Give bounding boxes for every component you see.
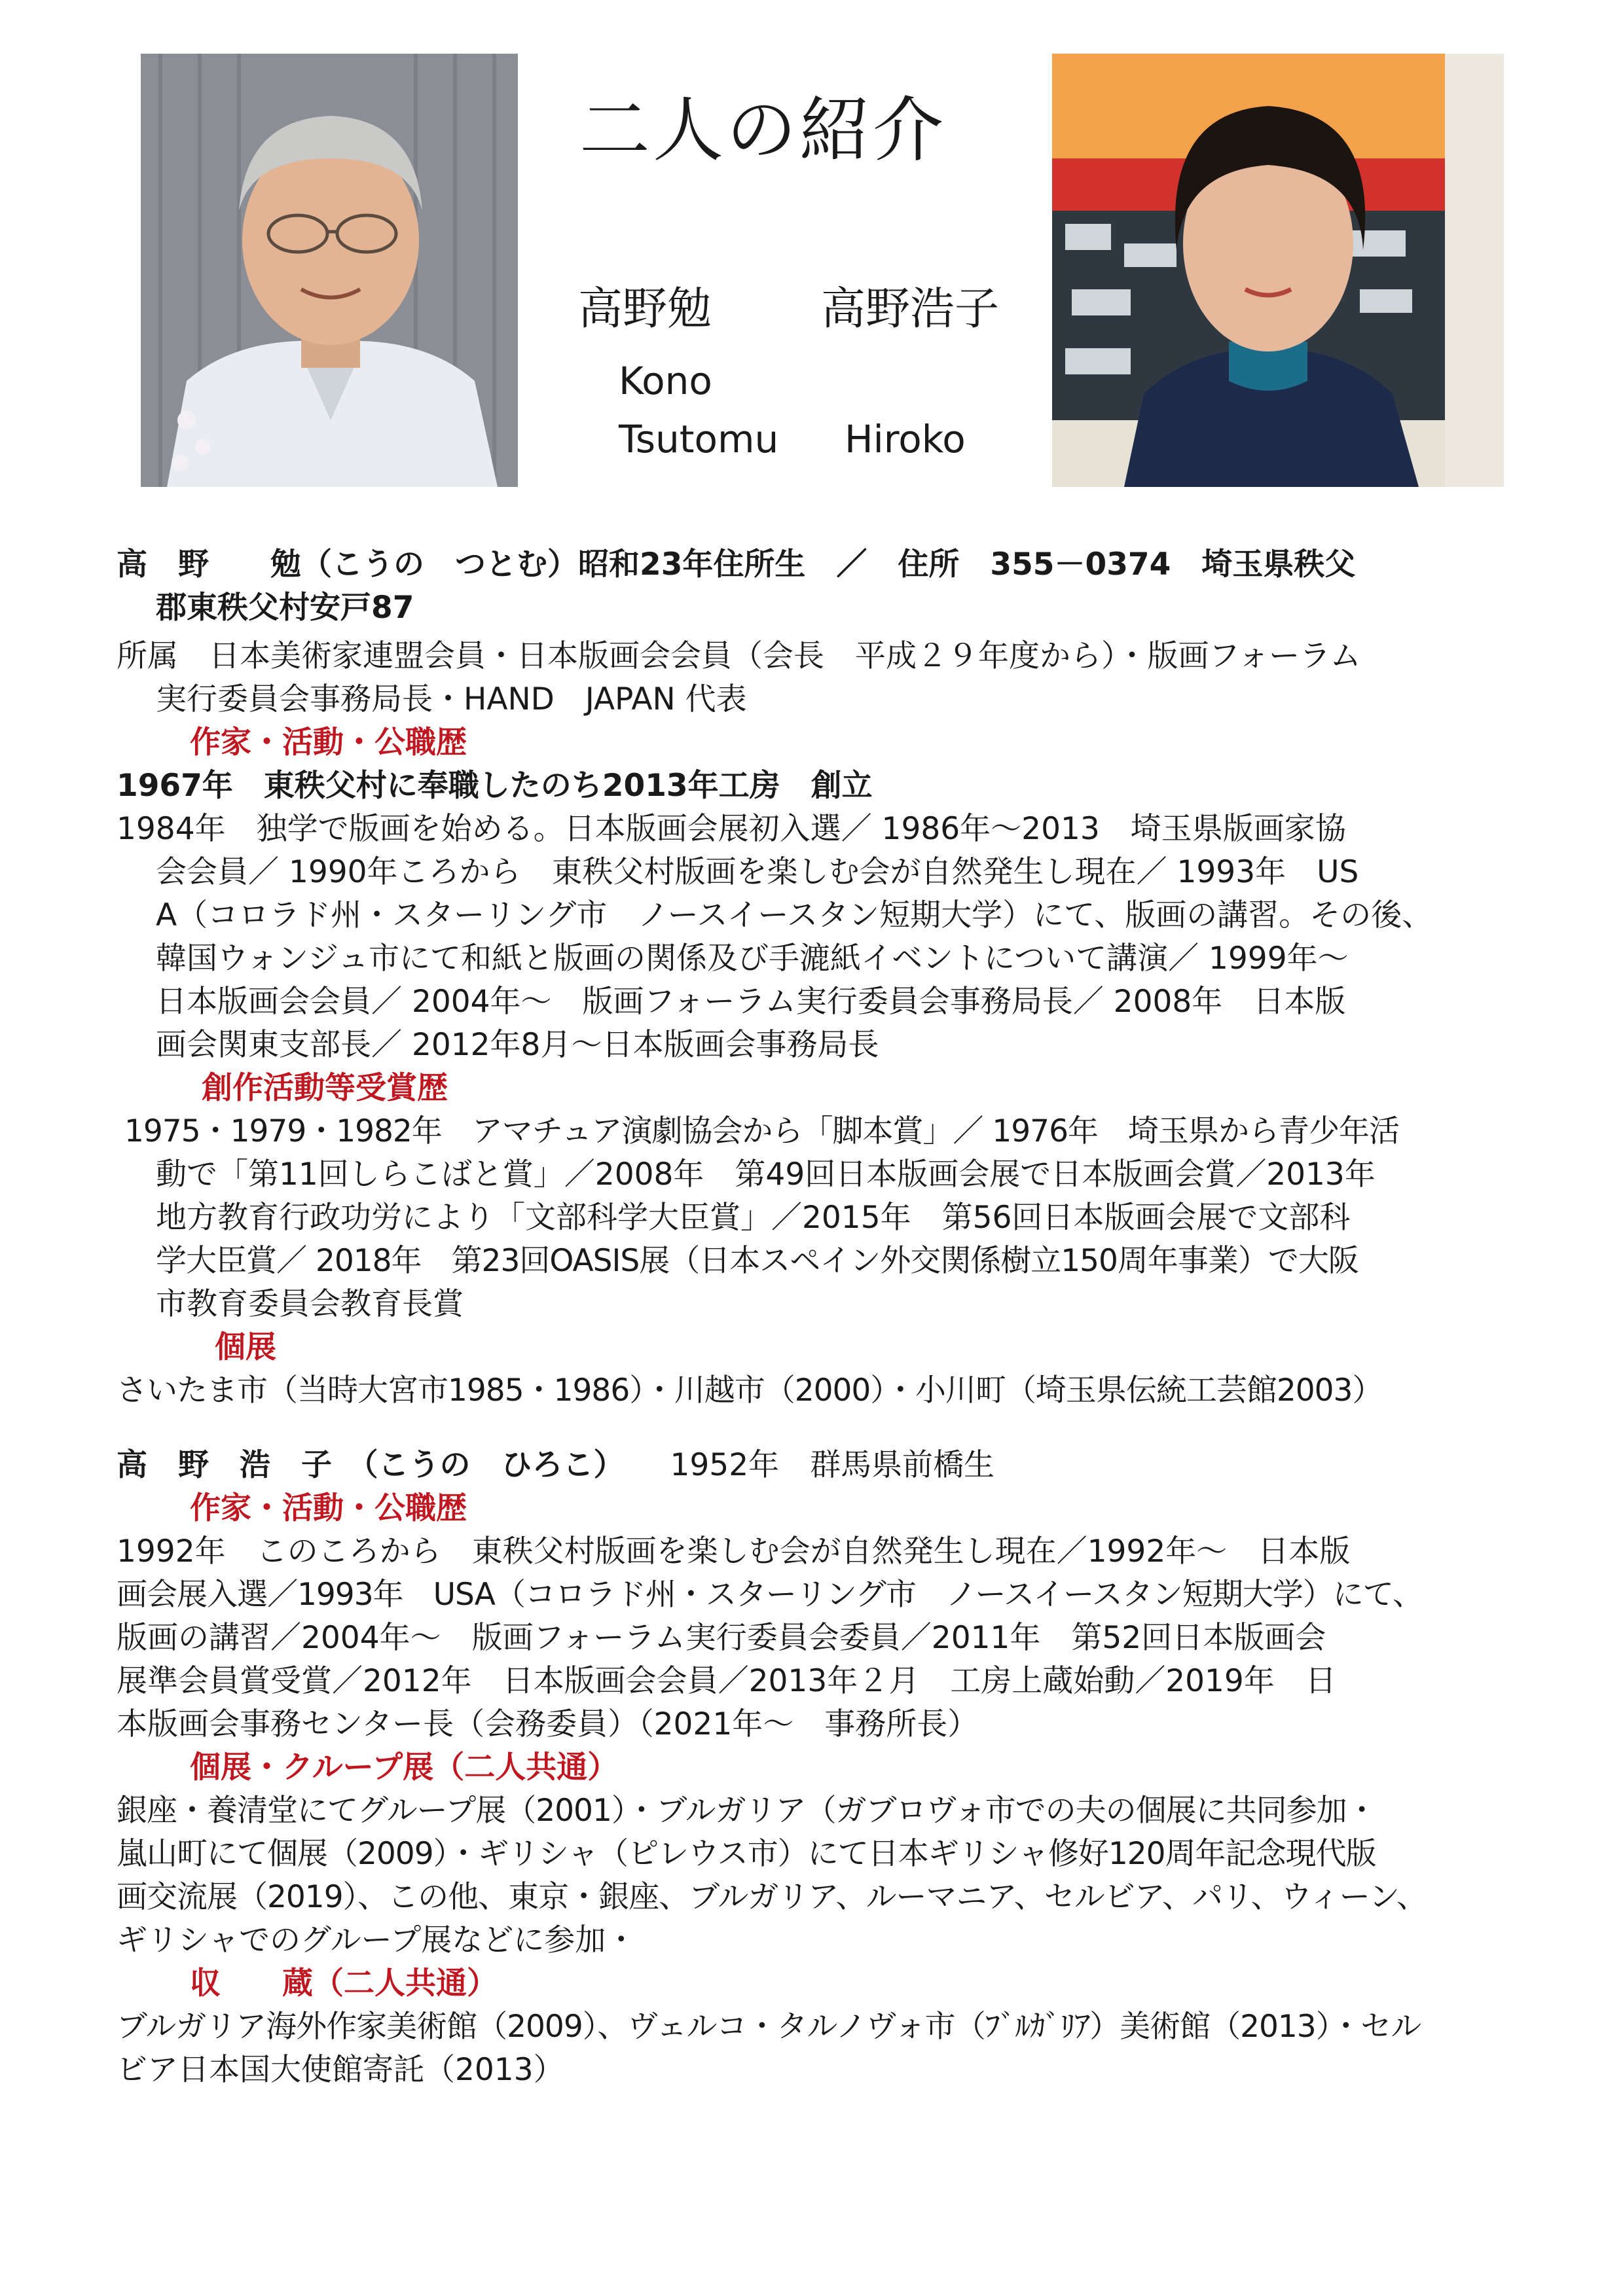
hiroko-profile-section bbox=[117, 1444, 1524, 2092]
tsutomu-career-line: 画会関東支部長／ 2012年8月～日本版画会事務局長 bbox=[156, 1027, 879, 1063]
hiroko-group-line: 嵐山町にて個展（2009）・ギリシャ（ピレウス市）にて日本ギリシャ修好120周年記念現代版 bbox=[117, 1836, 1376, 1872]
name-hiroko-romaji: Hiroko bbox=[845, 417, 966, 461]
tsutomu-award-line: 1975・1979・1982年 アマチュア演劇協会から「脚本賞」／ 1976年 埼玉県から青少年活 bbox=[124, 1113, 1399, 1149]
hiroko-career-heading: 作家・活動・公職歴 bbox=[190, 1490, 467, 1526]
tsutomu-award-line: 学大臣賞／ 2018年 第23回OASIS展（日本スペイン外交関係樹立150周年事業）で大阪 bbox=[156, 1243, 1359, 1279]
hiroko-career-line: 画会展入選／1993年 USA（コロラド州・スターリング市 ノースイースタン短期大学）にて、 bbox=[117, 1577, 1423, 1613]
name-kono-romaji: Kono bbox=[619, 359, 712, 403]
hiroko-intro-name: 高 野 浩 子 （こうの ひろこ） bbox=[117, 1447, 625, 1483]
hiroko-career-line: 1992年 このころから 東秩父村版画を楽しむ会が自然発生し現在／1992年～ 日本版 bbox=[117, 1534, 1351, 1570]
page-title: 二人の紹介 bbox=[579, 90, 947, 171]
tsutomu-award-line: 市教育委員会教育長賞 bbox=[156, 1286, 464, 1322]
tsutomu-awards-heading: 創作活動等受賞歴 bbox=[202, 1070, 448, 1106]
hiroko-group-heading: 個展・クループ展（二人共通） bbox=[190, 1749, 619, 1785]
tsutomu-award-line: 地方教育行政功労により「文部科学大臣賞」／2015年 第56回日本版画会展で文部科 bbox=[156, 1200, 1351, 1236]
hiroko-group-line: ギリシャでのグループ展などに参加・ bbox=[117, 1922, 637, 1958]
name-tsutomu-romaji: Tsutomu bbox=[619, 417, 779, 461]
name-tsutomu-japanese: 高野勉 bbox=[578, 283, 712, 335]
tsutomu-intro-line: 郡東秩父村安戸87 bbox=[156, 590, 414, 626]
hiroko-intro-line bbox=[117, 1444, 1524, 1487]
tsutomu-affiliation-line: 実行委員会事務局長・HAND JAPAN 代表 bbox=[156, 681, 747, 717]
tsutomu-affiliation-line: 所属 日本美術家連盟会員・日本版画会会員（会長 平成２９年度から）・版画フォーラム bbox=[117, 638, 1361, 674]
hiroko-career-line: 本版画会事務センター長（会務委員）（2021年～ 事務所長） bbox=[117, 1706, 979, 1742]
tsutomu-career-line: 日本版画会会員／ 2004年～ 版画フォーラム実行委員会事務局長／ 2008年 日本版 bbox=[156, 984, 1346, 1020]
tsutomu-solo-line: さいたま市（当時大宮市1985・1986）・川越市（2000）・小川町（埼玉県伝統工芸館2003） bbox=[117, 1372, 1383, 1408]
name-hiroko-japanese: 高野浩子 bbox=[821, 283, 1000, 335]
profile-content bbox=[117, 543, 1524, 2092]
hiroko-intro-birth: 1952年 群馬県前橋生 bbox=[670, 1447, 995, 1483]
tsutomu-career-highlight: 1967年 東秩父村に奉職したのち2013年工房 創立 bbox=[117, 768, 873, 804]
tsutomu-solo-heading: 個展 bbox=[215, 1329, 276, 1365]
hiroko-career-line: 版画の講習／2004年～ 版画フォーラム実行委員会委員／2011年 第52回日本版画会 bbox=[117, 1620, 1326, 1656]
tsutomu-career-line: 会会員／ 1990年ころから 東秩父村版画を楽しむ会が自然発生し現在／ 1993年 US bbox=[156, 854, 1359, 890]
tsutomu-intro-line: 高 野 勉（こうの つとむ）昭和23年住所生 ／ 住所 355－0374 埼玉県秩父 bbox=[117, 547, 1356, 583]
hiroko-career-line: 展準会員賞受賞／2012年 日本版画会会員／2013年２月 工房上蔵始動／2019年 日 bbox=[117, 1663, 1336, 1699]
portrait-tsutomu-photo bbox=[141, 54, 518, 487]
tsutomu-career-heading: 作家・活動・公職歴 bbox=[190, 725, 467, 761]
tsutomu-award-line: 動で「第11回しらこばと賞」／2008年 第49回日本版画会展で日本版画会賞／2013年 bbox=[156, 1157, 1376, 1193]
portrait-hiroko-photo bbox=[1052, 54, 1504, 487]
tsutomu-profile-section bbox=[117, 543, 1524, 1412]
hiroko-group-line: 画交流展（2019）、この他、東京・銀座、ブルガリア、ルーマニア、セルビア、パリ、ウィーン、 bbox=[117, 1879, 1427, 1915]
tsutomu-career-line: A（コロラド州・スターリング市 ノースイースタン短期大学）にて、版画の講習。その後、 bbox=[156, 897, 1433, 933]
hiroko-collection-line: ブルガリア海外作家美術館（2009）、ヴェルコ・タルノヴォ市（ﾌﾞﾙｶﾞﾘｱ）美術館（2013）・セル bbox=[117, 2009, 1421, 2045]
tsutomu-career-line: 韓国ウォンジュ市にて和紙と版画の関係及び手漉紙イベントについて講演／ 1999年～ bbox=[156, 941, 1349, 977]
hiroko-collection-heading: 収 蔵（二人共通） bbox=[190, 1965, 498, 2001]
hiroko-group-line: 銀座・養清堂にてグループ展（2001）・ブルガリア（ガブロヴォ市での夫の個展に共同参加・ bbox=[117, 1793, 1377, 1829]
section-divider bbox=[117, 1412, 1524, 1444]
tsutomu-career-line: 1984年 独学で版画を始める。日本版画会展初入選／ 1986年～2013 埼玉県版画家協 bbox=[117, 811, 1346, 847]
hiroko-collection-line: ビア日本国大使館寄託（2013） bbox=[117, 2052, 564, 2088]
